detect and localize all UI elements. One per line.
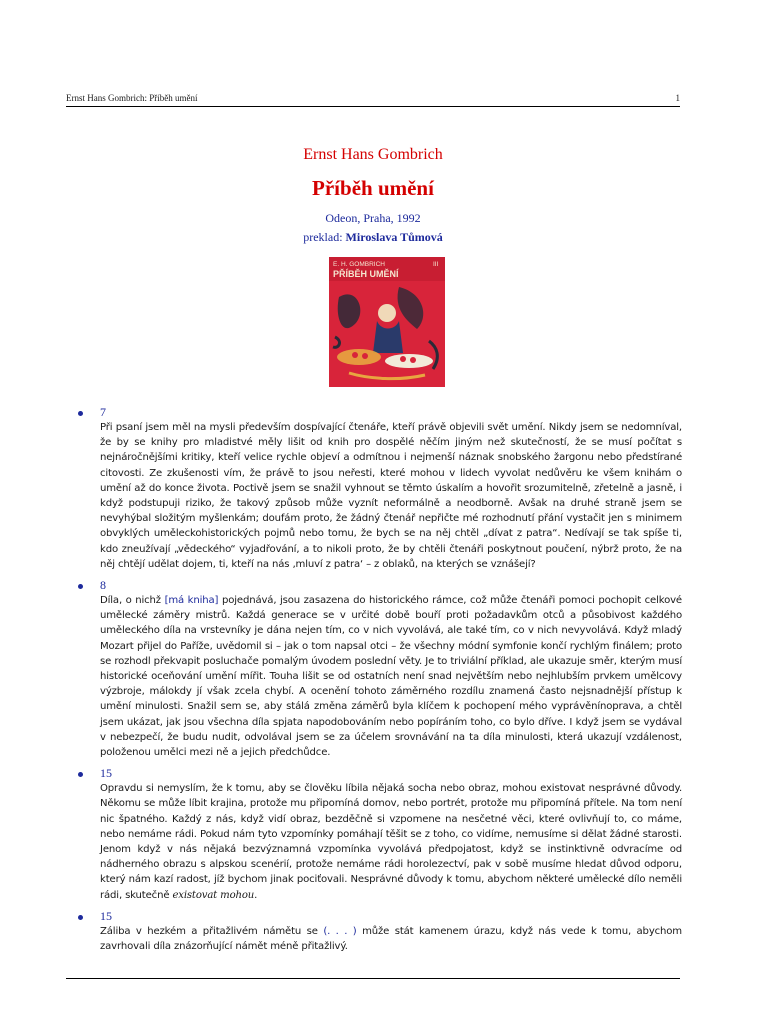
list-item	[78, 578, 682, 760]
inline-link[interactable]: [má kniha]	[164, 595, 219, 607]
cover-author-text: E. H. GOMBRICH	[333, 261, 386, 268]
translator-prefix: preklad:	[303, 230, 346, 244]
book-title: Příběh umění	[312, 176, 434, 200]
note-text-part: Záliba v hezkém a přitažlivém námětu se	[100, 925, 324, 937]
cover-title-text: PŘÍBĚH UMĚNÍ	[333, 269, 399, 279]
notes-list	[78, 405, 682, 960]
author-name: Ernst Hans Gombrich	[303, 146, 443, 163]
note-text-part: může stát kamenem úrazu, když nás vede k tomu, abychom zavrhovali díla znázorňující námět méně přitažlivý.	[100, 925, 682, 953]
note-head	[78, 578, 682, 592]
list-item	[78, 405, 682, 572]
title-block	[66, 145, 680, 245]
note-number: 15	[100, 766, 112, 781]
note-head	[78, 909, 682, 923]
note-text	[100, 781, 682, 903]
note-text	[100, 924, 682, 954]
inline-link[interactable]: (. . . )	[323, 925, 357, 937]
publisher-line: Odeon, Praha, 1992	[325, 211, 421, 225]
list-item	[78, 766, 682, 903]
running-title: Ernst Hans Gombrich: Příběh umění	[66, 93, 198, 103]
note-text: Při psaní jsem měl na mysli především dospívající čtenáře, kteří právě objevili svět umění. Nikdy jsem se nedomníval, že by se knihy pro mladistvé měly lišit od knih pro dospělé něčím jiným než skutečností, že se musí počítat s nejnáročnějšími kritiky, kteří velice rychle objeví a odmítnou i nejmenší náznak snobského žargonu nebo předstírané citovosti. Ze zkušenosti vím, že právě to jsou neřesti, které mohou v lidech vyvolat nedůvěru ke všem knihám o umění až do konce života. Poctivě jsem se snažil vyhnout se těmto úskalím a hovořit srozumitelně, zřetelně a jasně, i když podstupuji riziko, že takový způsob může vyznít neformálně a neodborně. Avšak na druhé straně jsem se nevyhýbal složitým myšlenkám; doufám proto, že žádný čtenář nepřičte mé rozhodnutí přání vystačit jen s minimem obvyklých uměleckohistorických pojmů nebo tomu, že bych se na něj chtěl „dívat z patra“. Nedívají se tak spíše ti, kdo zneužívají „vědeckého“ vyjadřování, a to nikoli proto, že by chtěli čtenáři poskytnout poučení, nýbrž proto, že na něj chtějí udělat dojem, ti, kteří na nás ‚mluví z patra‘ – z oblaků, na kterých se vznášejí?	[100, 422, 682, 570]
bullet-icon	[78, 915, 83, 920]
note-number: 7	[100, 405, 106, 419]
note-text	[100, 593, 682, 760]
note-text-part: .	[254, 889, 258, 901]
page-number: 1	[675, 93, 680, 103]
note-number: 15	[100, 908, 112, 923]
bullet-icon	[78, 411, 83, 416]
book-cover-image	[329, 257, 445, 387]
cover-volume-text: III	[433, 261, 439, 268]
footer-rule	[66, 978, 680, 979]
translator-name: Miroslava Tůmová	[345, 230, 443, 244]
note-head	[78, 405, 682, 419]
bullet-icon	[78, 772, 83, 777]
note-head	[78, 766, 682, 780]
note-number: 8	[100, 578, 106, 593]
note-text-part: Opravdu si nemyslím, že k tomu, aby se člověku líbila nějaká socha nebo obraz, mohou existovat nesprávné důvody. Někomu se může líbit krajina, protože mu připomíná domov, nebo portrét, protože mu připomíná přítele. Na tom není nic špatného. Každý z nás, když vidí obraz, bezděčně si vzpomene na nesčetné věci, které ovlivňují to, co máme, nebo nemáme rádi. Pokud nám tyto vzpomínky pomáhají těšit se z toho, co vidíme, nemusíme si dělat žádné starosti. Jenom když v nás nějaká bezvýznamná vzpomínka vyvolává předpojatost, když se instinktivně odvracíme od nádherného obrazu s alpskou scenérií, protože nemáme rádi horolezectví, pak v sobě musíme hledat důvod odporu, který nám kazí radost, jíž bychom jinak pociťovali. Nesprávné důvody k tomu, abychom některé umělecké dílo neměli rádi, skutečně	[100, 783, 682, 901]
bullet-icon	[78, 584, 83, 589]
note-text-part: Díla, o nichž	[100, 595, 165, 607]
translator-line	[66, 229, 680, 245]
list-item	[78, 909, 682, 954]
note-text-part: pojednává, jsou zasazena do historického rámce, což může čtenáři pomoci pochopit celkové umělecké záměry mistrů. Každá generace se v určité době bouří proti požadavkům otců a působivost každého uměleckého díla na vrstevníky je dána nejen tím, co v nich vyvolává, ale také tím, co v nich nevyvolává. Když mladý Mozart přijel do Paříže, uvědomil si – jak o tom napsal otci – že všechny módní symfonie končí rychlým finálem; proto se rozhodl překvapit posluchače pomalým úvodem poslední věty. Je to triviální příklad, ale ukazuje směr, kterým musí historické oceňování umění mířit. Touha lišit se od ostatních není snad největším nebo nejhlubším prvkem umělcovy výzbroje, málokdy jí však zcela chybí. A ocenění tohoto záměrného rozdílu znamená často nejsnadnější přístup k umění minulosti. Snažil sem se, aby stálá změna záměrů byla klíčem k pochopení mého vyprávěnínopravа, a chtěl jsem ukázat, jak jsou všechna díla spjata napodobováním nebo popíráním toho, co bylo dříve. I když jsem se vydával v nebezpečí, že budu nudit, odvolával jsem se za účelem srovnávání na ta díla minulosti, která ukazují vzdálenost, položenou umělci mezi ně a jejich předchůdce.	[100, 595, 682, 759]
header-rule	[66, 106, 680, 107]
italic-text: existovat mohou	[172, 889, 255, 901]
